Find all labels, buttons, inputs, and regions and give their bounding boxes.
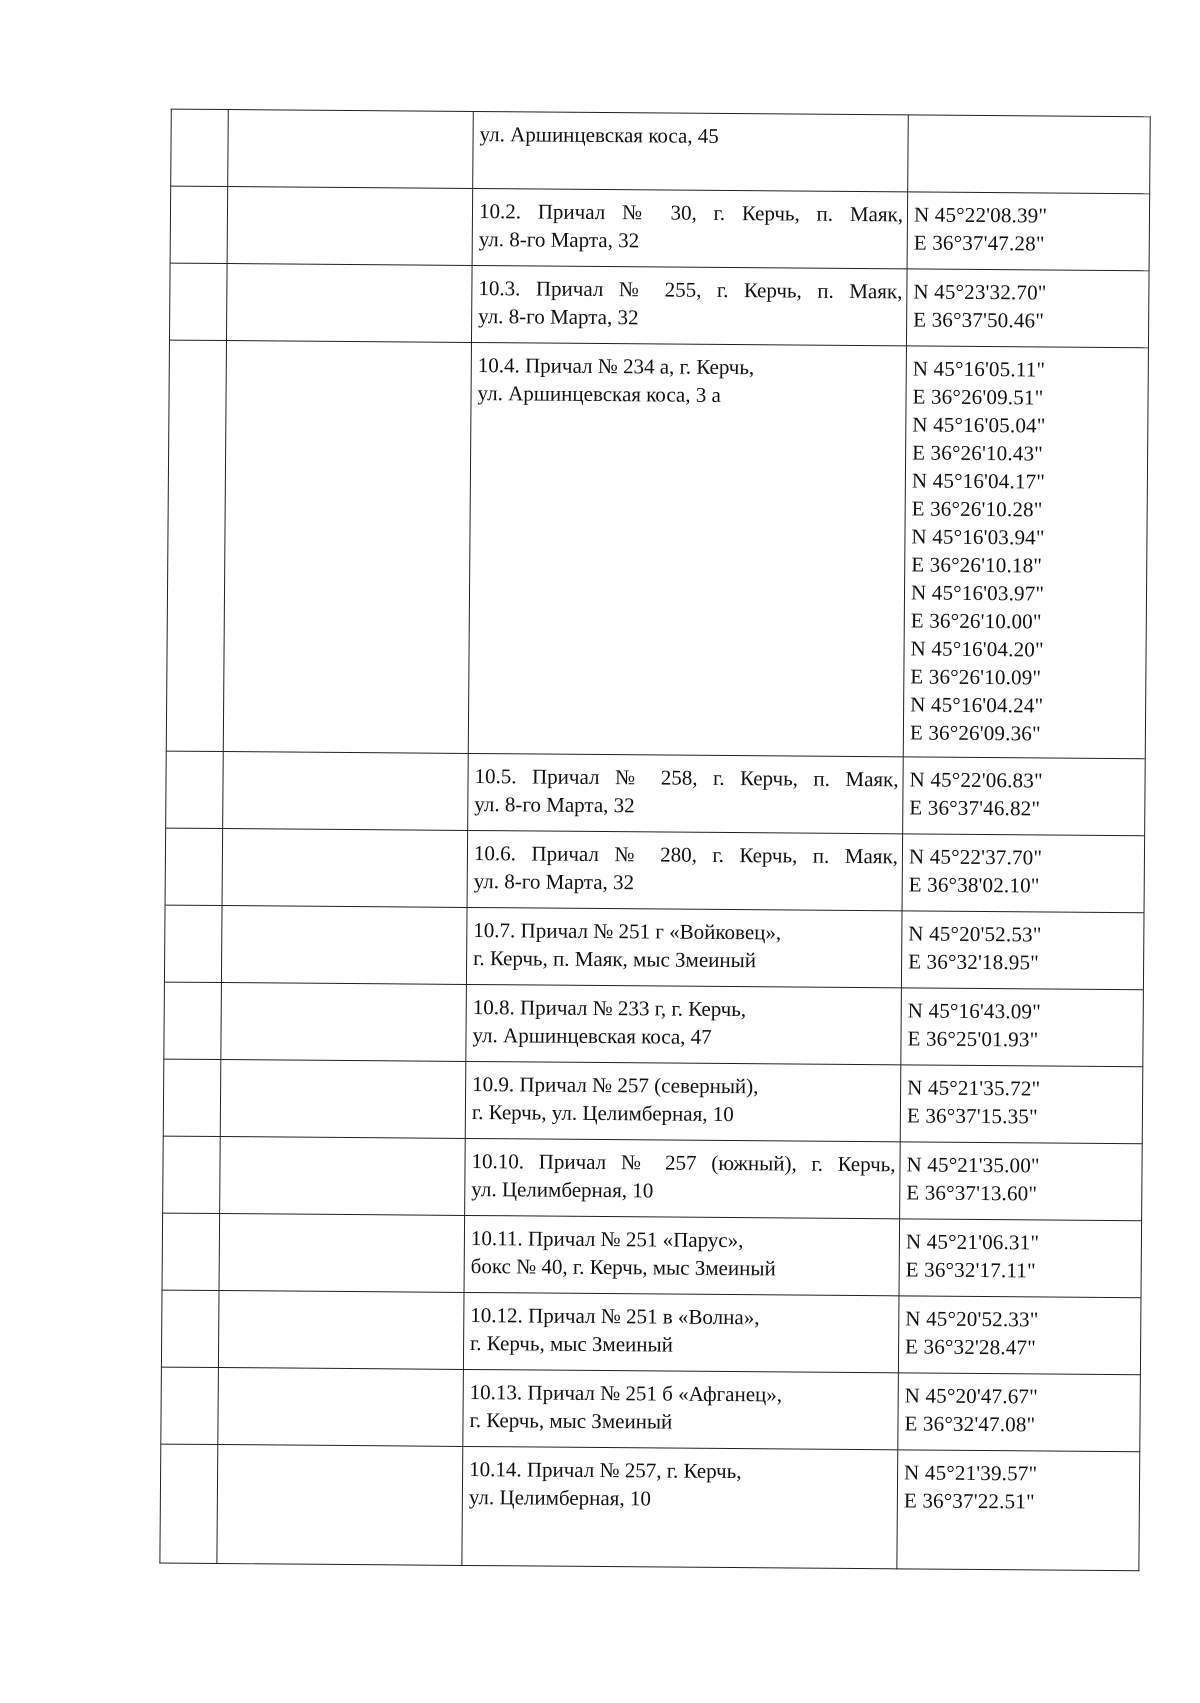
coordinate-value: N 45°16'43.09" (907, 998, 1042, 1024)
table-row (160, 1444, 1140, 1571)
berth-address (471, 343, 906, 420)
coordinates-list (903, 757, 1145, 833)
table-row (166, 751, 1146, 836)
berth-address-cell (462, 1446, 898, 1568)
empty-cell-name (218, 1368, 464, 1447)
berth-address-line-1: 10.10. Причал № 257 (южный), г. Керчь, (471, 1149, 896, 1177)
berth-address-line-1: 10.9. Причал № 257 (северный), (472, 1072, 759, 1099)
coordinates-list (898, 1373, 1140, 1449)
coordinates-cell (907, 192, 1150, 271)
coordinate-value: N 45°16'05.04" (912, 412, 1046, 438)
coordinates-cell (903, 346, 1148, 759)
berth-address (467, 908, 902, 985)
berth-address-line-1: 10.6. Причал № 280, г. Керчь, п. Маяк, (473, 841, 899, 869)
empty-cell-name (218, 1291, 464, 1370)
berth-address-cell (472, 188, 908, 268)
coordinate-value: E 36°25'01.93" (907, 1026, 1039, 1052)
coordinates-cell (901, 911, 1144, 990)
coordinates-cell (899, 1219, 1142, 1298)
empty-cell-number (164, 982, 222, 1059)
berth-address (466, 985, 901, 1062)
coordinates-cell (900, 1142, 1143, 1221)
coordinate-value: E 36°26'10.00" (910, 608, 1042, 634)
coordinate-value: E 36°26'10.43" (912, 440, 1044, 466)
table-row (163, 1059, 1143, 1144)
empty-cell-name (220, 1137, 466, 1216)
berth-address-cell (466, 984, 902, 1064)
berth-address-cell (465, 1061, 901, 1141)
coordinate-value: N 45°22'08.39" (913, 202, 1048, 228)
berth-address-cell (467, 830, 903, 910)
empty-cell-name (223, 341, 471, 754)
berth-address (466, 1062, 901, 1139)
berth-address-line-1: 10.7. Причал № 251 г «Войковец», (473, 918, 782, 945)
coordinate-value: E 36°37'15.35" (906, 1103, 1038, 1129)
coordinate-value: N 45°20'47.67" (904, 1383, 1039, 1409)
coordinates-list (904, 346, 1148, 758)
coordinate-value: N 45°16'03.97" (910, 580, 1045, 606)
berth-address-line-1: 10.11. Причал № 251 «Парус», (470, 1225, 744, 1253)
berth-address-cell (465, 1138, 901, 1218)
empty-cell-number (164, 905, 222, 982)
berth-address-line-2: ул. 8-го Марта, 32 (478, 304, 639, 330)
coordinates-cell (908, 115, 1151, 194)
coordinates-list (907, 269, 1149, 345)
empty-cell-number (161, 1367, 219, 1444)
empty-cell-name (221, 983, 467, 1062)
berth-address-cell (466, 907, 902, 987)
empty-cell-name (217, 1445, 463, 1566)
coordinate-value: N 45°21'39.57" (904, 1460, 1038, 1486)
coordinates-cell (902, 834, 1145, 913)
berth-address (468, 831, 903, 908)
empty-cell-name (228, 110, 474, 189)
berth-address-line-2: ул. 8-го Марта, 32 (474, 792, 635, 818)
table-row (161, 1290, 1141, 1375)
coordinate-value: N 45°16'04.17" (911, 468, 1046, 494)
empty-cell-number (166, 751, 224, 828)
empty-cell-number (160, 1444, 218, 1563)
coordinates-list (900, 1219, 1142, 1295)
berth-address-line-2: г. Керчь, ул. Целимберная, 10 (471, 1100, 734, 1127)
berth-address (473, 112, 907, 161)
berth-address-line-2: ул. Целимберная, 10 (468, 1484, 651, 1511)
table-row (161, 1367, 1141, 1452)
coordinate-value: E 36°26'10.28" (911, 496, 1043, 522)
coordinate-value: N 45°20'52.53" (908, 921, 1042, 947)
berth-address-line-1: 10.4. Причал № 234 а, г. Керчь, (477, 353, 755, 380)
coordinate-value: E 36°26'10.09" (910, 664, 1042, 690)
table-row (166, 340, 1148, 759)
empty-cell-name (220, 1060, 466, 1139)
coordinate-value: N 45°22'37.70" (908, 844, 1043, 870)
berths-table (159, 109, 1150, 1572)
berth-address (472, 266, 907, 343)
coordinates-cell (898, 1373, 1141, 1452)
coordinates-cell (897, 1450, 1140, 1571)
berth-address-cell (471, 265, 907, 345)
coordinate-value: E 36°32'18.95" (908, 949, 1040, 975)
berth-address-line-1: 10.5. Причал № 258, г. Керчь, п. Маяк, (474, 764, 899, 792)
berth-address (464, 1293, 899, 1370)
berth-address (468, 754, 903, 831)
table-row (163, 1136, 1143, 1221)
coordinate-value: N 45°16'04.24" (910, 692, 1044, 718)
berth-address-line-2: ул. 8-го Марта, 32 (473, 869, 635, 895)
berth-address-cell (468, 342, 906, 756)
coordinates-list (902, 911, 1144, 987)
berth-address-line-2: ул. Аршинцевская коса, 47 (472, 1023, 712, 1049)
berth-address-line-1: 10.13. Причал № 251 б «Афганец», (469, 1379, 783, 1407)
table-row (170, 186, 1150, 271)
empty-cell-name (219, 1214, 465, 1293)
coordinate-value: E 36°37'50.46" (913, 307, 1045, 333)
coordinates-list (909, 115, 1150, 135)
coordinate-value: E 36°26'09.36" (909, 720, 1041, 746)
berth-address-line-2: бокс № 40, г. Керчь, мыс Змеиный (470, 1253, 776, 1281)
empty-cell-name (227, 187, 473, 266)
berth-address-line-2: г. Керчь, мыс Змеиный (469, 1407, 673, 1434)
coordinate-value: E 36°26'10.18" (911, 552, 1043, 578)
coordinates-list (898, 1450, 1140, 1526)
coordinate-value: E 36°37'13.60" (906, 1180, 1038, 1206)
table-row (165, 828, 1145, 913)
coordinate-value: E 36°26'09.51" (912, 384, 1044, 410)
empty-cell-name (222, 829, 468, 908)
coordinate-value: E 36°37'46.82" (909, 795, 1041, 821)
coordinates-cell (906, 269, 1149, 348)
berth-address-line-1: 10.8. Причал № 233 г, г. Керчь, (472, 995, 747, 1022)
coordinate-value: E 36°37'22.51" (903, 1488, 1035, 1514)
coordinates-cell (898, 1296, 1141, 1375)
berth-address (465, 1139, 900, 1216)
coordinates-list (899, 1296, 1141, 1372)
berth-address (465, 1216, 900, 1293)
berth-address-line-2: ул. Целимберная, 10 (471, 1177, 654, 1203)
empty-cell-number (165, 828, 223, 905)
coordinate-value: N 45°21'35.72" (907, 1075, 1041, 1101)
table-row (164, 905, 1144, 990)
coordinates-list (908, 192, 1150, 268)
coordinates-cell (903, 757, 1146, 836)
berth-address-cell (463, 1369, 899, 1449)
empty-cell-number (171, 109, 229, 186)
berth-address-line-2: ул. 8-го Марта, 32 (478, 227, 640, 253)
coordinate-value: N 45°21'06.31" (905, 1229, 1040, 1255)
empty-cell-number (163, 1059, 221, 1136)
berth-address-line-2: ул. Аршинцевская коса, 3 а (477, 381, 721, 407)
coordinate-value: E 36°38'02.10" (908, 872, 1040, 898)
coordinates-cell (901, 988, 1144, 1067)
empty-cell-name (221, 906, 467, 985)
coordinates-list (900, 1142, 1142, 1218)
berth-address-line-1: 10.2. Причал № 30, г. Керчь, п. Маяк, (478, 199, 904, 227)
berth-address (463, 1370, 898, 1447)
berth-address-line-1: 10.12. Причал № 251 в «Волна», (470, 1302, 760, 1330)
berth-address-line-2: ул. Аршинцевская коса, 45 (479, 122, 719, 148)
table-row (164, 982, 1144, 1067)
coordinate-value: N 45°21'35.00" (906, 1152, 1040, 1178)
coordinates-list (903, 834, 1145, 910)
table-row (162, 1213, 1142, 1298)
coordinate-value: N 45°23'32.70" (913, 279, 1047, 305)
coordinates-list (901, 988, 1143, 1064)
coordinate-value: N 45°16'05.11" (912, 356, 1046, 382)
empty-cell-name (223, 752, 469, 831)
coordinate-value: N 45°16'03.94" (911, 524, 1045, 550)
coordinates-list (901, 1065, 1143, 1141)
coordinate-value: N 45°22'06.83" (909, 767, 1043, 793)
empty-cell-number (161, 1290, 219, 1367)
empty-cell-number (170, 186, 228, 263)
berth-address-cell (468, 753, 904, 833)
coordinate-value: E 36°32'28.47" (905, 1334, 1037, 1360)
berth-address-line-1: 10.3. Причал № 255, г. Керчь, п. Маяк, (478, 276, 903, 304)
berth-address-line-2: г. Керчь, п. Маяк, мыс Змеиный (473, 946, 757, 973)
berth-address-cell (463, 1292, 899, 1372)
berth-address-cell (473, 111, 909, 191)
coordinate-value: E 36°32'17.11" (905, 1257, 1036, 1283)
berth-address (473, 189, 908, 266)
berth-address (463, 1447, 898, 1524)
berth-address-line-1: 10.14. Причал № 257, г. Керчь, (469, 1456, 742, 1484)
coordinate-value: E 36°37'47.28" (913, 230, 1045, 256)
empty-cell-number (166, 340, 226, 751)
berth-address-cell (464, 1215, 900, 1295)
empty-cell-number (169, 263, 227, 340)
table-row (171, 109, 1151, 194)
empty-cell-name (226, 264, 472, 343)
coordinate-value: E 36°32'47.08" (904, 1411, 1036, 1437)
empty-cell-number (162, 1213, 220, 1290)
coordinates-cell (900, 1065, 1143, 1144)
table-row (169, 263, 1149, 348)
empty-cell-number (163, 1136, 221, 1213)
table-body (160, 109, 1150, 1571)
berth-address-line-2: г. Керчь, мыс Змеиный (470, 1330, 674, 1357)
coordinate-value: N 45°16'04.20" (910, 636, 1044, 662)
coordinate-value: N 45°20'52.33" (905, 1306, 1039, 1332)
